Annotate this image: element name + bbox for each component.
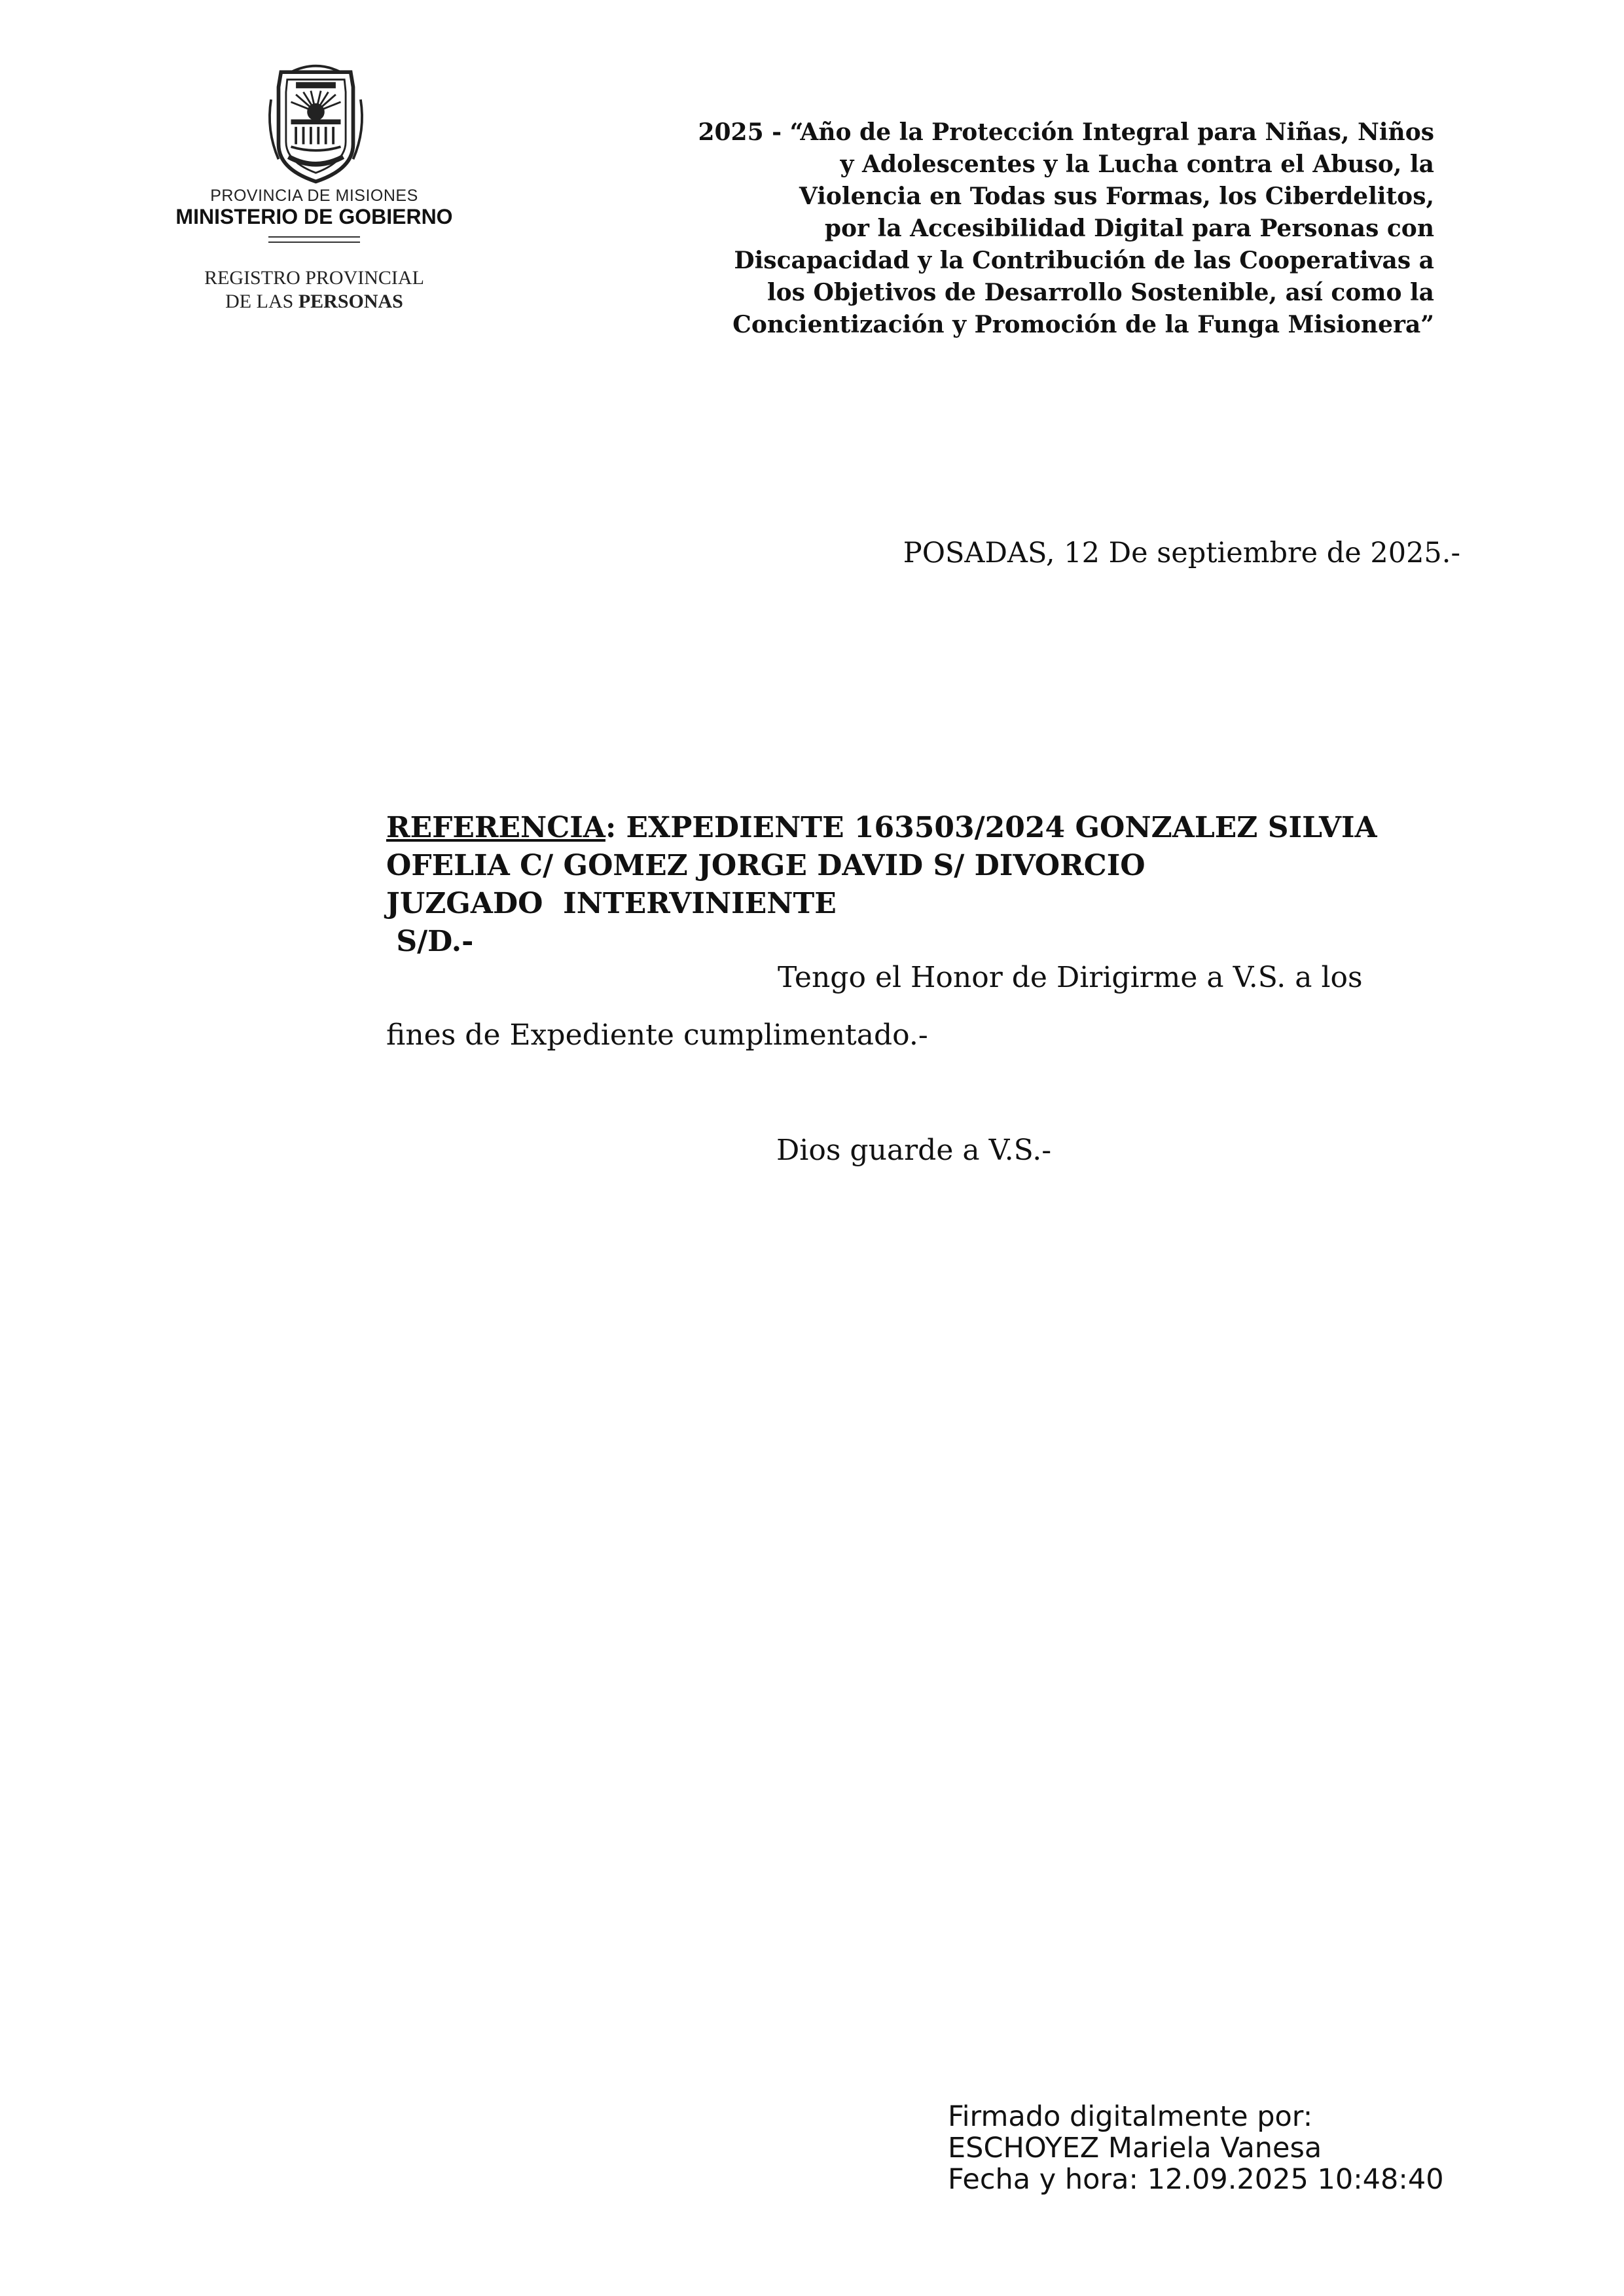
motto-line: Violencia en Todas sus Formas, los Ciberdelitos, bbox=[799, 183, 1434, 210]
signature-datetime: Fecha y hora: 12.09.2025 10:48:40 bbox=[948, 2163, 1444, 2196]
motto-line: y Adolescentes y la Lucha contra el Abuso, la bbox=[840, 151, 1434, 178]
reference-line4: S/D.- bbox=[386, 925, 474, 958]
motto-line: Discapacidad y la Contribución de las Cooperativas a bbox=[734, 247, 1434, 274]
ministry-title: MINISTERIO DE GOBIERNO bbox=[175, 205, 453, 228]
body-paragraph-line1: Tengo el Honor de Dirigirme a V.S. a los bbox=[778, 961, 1363, 994]
reference-line3: JUZGADO INTERVINIENTE bbox=[386, 887, 837, 920]
provincia-de-misiones-seal-icon bbox=[252, 62, 380, 187]
motto-line: Concientización y Promoción de la Funga Misionera” bbox=[732, 311, 1434, 338]
registry-line1: REGISTRO PROVINCIAL bbox=[204, 267, 424, 289]
registry-name bbox=[151, 266, 478, 314]
signature-signer: ESCHOYEZ Mariela Vanesa bbox=[948, 2132, 1322, 2164]
place-and-date: POSADAS, 12 De septiembre de 2025.- bbox=[903, 537, 1460, 569]
reference-block bbox=[386, 809, 1473, 961]
registry-line2-prefix: DE LAS bbox=[225, 291, 298, 312]
body-paragraph-line2: fines de Expediente cumplimentado.- bbox=[386, 1018, 928, 1052]
registry-line2-bold: PERSONAS bbox=[298, 291, 403, 312]
digital-signature bbox=[948, 2101, 1444, 2195]
year-motto bbox=[596, 117, 1434, 341]
closing-line: Dios guarde a V.S.- bbox=[776, 1134, 1052, 1167]
motto-line: los Objetivos de Desarrollo Sostenible, así como la bbox=[767, 279, 1434, 306]
registry-line2 bbox=[151, 290, 478, 314]
divider bbox=[268, 242, 360, 243]
reference-label: REFERENCIA bbox=[386, 811, 605, 844]
reference-line1 bbox=[386, 809, 1473, 847]
motto-line: 2025 - “Año de la Protección Integral para Niñas, Niños bbox=[698, 118, 1434, 146]
reference-case: : EXPEDIENTE 163503/2024 GONZALEZ SILVIA bbox=[605, 811, 1377, 844]
ministry-subtitle: PROVINCIA DE MISIONES bbox=[210, 187, 418, 205]
reference-line2: OFELIA C/ GOMEZ JORGE DAVID S/ DIVORCIO bbox=[386, 849, 1146, 882]
divider bbox=[268, 236, 360, 238]
signature-line1: Firmado digitalmente por: bbox=[948, 2100, 1313, 2133]
motto-line: por la Accesibilidad Digital para Personas con bbox=[824, 215, 1434, 242]
